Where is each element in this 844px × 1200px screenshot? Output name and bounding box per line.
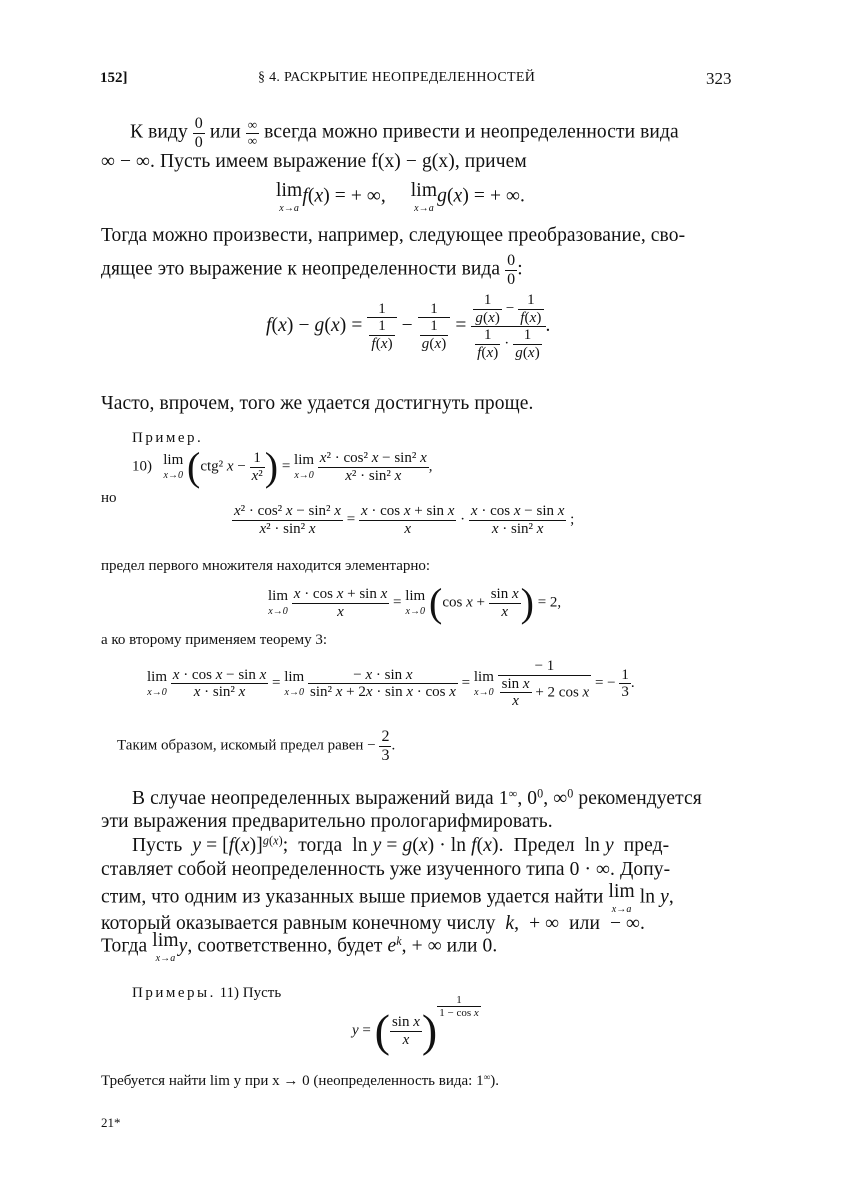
example11-formula: y = ( $\frac{\text{sin x}}{x}$ ) $\frac{1}{\text{1 − cos x}}$ xyxy=(352,994,479,1056)
para5-line4: который оказывается равным конечному числу k, + ∞ или − ∞. xyxy=(101,913,646,934)
formula-limits: lim x→a f(x) = + ∞, lim x→a g(x) = + ∞. xyxy=(276,180,526,214)
example10-but: но xyxy=(101,490,117,506)
para1-line2: ∞ − ∞. Пусть имеем выражение f(x) − g(x), причем xyxy=(101,151,527,172)
para2-line2: дящее это выражение к неопределенности вида $\frac{0}{0}$ : xyxy=(101,252,523,288)
example10-conclusion: Таким образом, искомый предел равен − $\frac{2}{3}$ . xyxy=(117,728,396,764)
formula-transformation: f(x) − g(x) = $\frac{1}{\frac{1}{f(x)}}$ − $\frac{1}{\frac{1}{g(x)}}$ = $\frac{1}{g(x)}$ − $\frac{1}{f(x)}$ $\frac{1}{f(x)}$ · $\frac{1}{g(x)}$ . xyxy=(266,292,551,361)
para1-line1: К виду $\frac{0}{0}$ или $\frac{\infty}{\infty}$ всегда можно привести и неопределенности вида xyxy=(130,115,679,151)
example10-first-limit: lim x→0 $\frac{\text{x · cos x + sin x}}{x}$ = lim x→0 (cos x + $\frac{\text{sin x}}{x}$ ) = 2, xyxy=(268,580,562,625)
example10-text-first: предел первого множителя находится элементарно: xyxy=(101,558,431,574)
example10-formula: 10) lim x→0 (ctg² x − $\frac{1}{\text{x²}}$ ) = lim x→0 $\frac{\text{x² · cos² x − sin² x}}{\text{x² · sin² x}}$ , xyxy=(132,444,433,489)
para5-line1: Пусть $y = [f(x)]^{g(x)}$; тогда ln y = g(x) · ln f(x). Предел ln y пред- xyxy=(132,833,670,856)
para3: Часто, впрочем, того же удается достигнуть проще. xyxy=(101,393,534,414)
para2-line1: Тогда можно произвести, например, следующее преобразование, сво- xyxy=(101,225,686,246)
example10-text-second: а ко второму применяем теорему 3: xyxy=(101,632,328,648)
footer-signature: 21* xyxy=(101,1115,121,1130)
para5-line3: стим, что одним из указанных выше приемов удается найти lim x→a ln y, xyxy=(101,881,674,915)
example11-task: Требуется найти lim y при x → 0 (неопределенность вида: 1∞). xyxy=(101,1072,499,1089)
header-title: § 4. РАСКРЫТИЕ НЕОПРЕДЕЛЕННОСТЕЙ xyxy=(258,70,536,85)
header-section-number: 152] xyxy=(100,70,128,86)
example10-factorization: $\frac{\text{x² · cos² x − sin² x}}{\text{x² · sin² x}}$ = $\frac{\text{x · cos x + sin x}}{x}$ · $\frac{\text{x · cos x − sin x}}{\text{x · sin² x}}$ ; xyxy=(234,503,575,537)
example10-heading: Пример. xyxy=(132,430,204,446)
example11-heading: Примеры. 11) Пусть xyxy=(132,985,282,1001)
para4-line2: эти выражения предварительно прологарифмировать. xyxy=(101,811,553,832)
para5-line2: ставляет собой неопределенность уже изученного типа 0 · ∞. Допу- xyxy=(101,859,671,880)
example10-second-limit: lim x→0 $\frac{\text{x · cos x − sin x}}{\text{x · sin² x}}$ = lim x→0 $\frac{\text{− x · sin x}}{\text{sin² x + 2x · sin x · cos x}}$ = lim x→0 − 1 $\frac{\text{sin x}}{x}$ + 2 cos x = − $\frac{1}{3}$ . xyxy=(147,658,635,709)
header-page-number: 323 xyxy=(706,69,732,88)
para4-line1: В случае неопределенных выражений вида 1∞, $0^0$, ∞$^0$ рекомендуется xyxy=(132,786,702,809)
para5-line5: Тогда lim x→a y, соответственно, будет $e^k$, + ∞ или 0. xyxy=(101,930,498,964)
